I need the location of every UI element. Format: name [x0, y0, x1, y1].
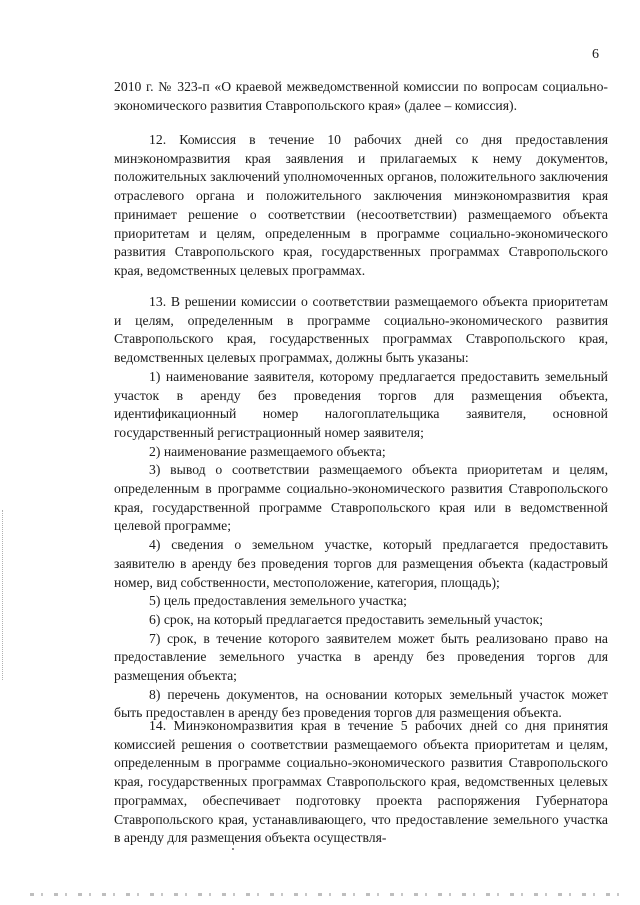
scan-dot-artifact	[232, 848, 234, 850]
scan-bottom-edge-artifact	[30, 893, 620, 896]
item-13-block	[114, 293, 608, 723]
item-13-point-6: 6) срок, на который предлагается предоставить земельный участок;	[149, 611, 544, 627]
item-12-block	[114, 131, 608, 281]
item-13-point-1: 1) наименование заявителя, которому предлагается предоставить земельный участок в аренду без проведения торгов для размещения объекта, идентификационный номер налогоплательщика заявителя, основной государственный регистрационный номер заявителя;	[114, 368, 608, 440]
intro-paragraph: 2010 г. № 323-п «О краевой межведомственной комиссии по вопросам социально-экономического развития Ставропольского края» (далее – комиссия).	[114, 79, 608, 113]
item-13-point-5: 5) цель предоставления земельного участка;	[149, 593, 407, 609]
item-13-lead: 13. В решении комиссии о соответствии размещаемого объекта приоритетам и целям, определенным в программе социально-экономического развития Ставропольского края, государственных программах Ставропольского края, ведомственных целевых программах, должны быть указаны:	[114, 294, 608, 366]
item-13-point-8: 8) перечень документов, на основании которых земельный участок может быть предоставлен в аренду без проведения торгов для размещения объекта.	[114, 686, 608, 721]
page-number: 6	[592, 47, 599, 62]
item-13-point-3: 3) вывод о соответствии размещаемого объекта приоритетам и целям, определенным в программе социально-экономического развития Ставропольского края, государственной программе Ставропольского края или в ведомственной целевой программе;	[114, 462, 608, 534]
item-13-point-4: 4) сведения о земельном участке, который предлагается предоставить заявителю в аренду без проведения торгов для размещения объекта (кадастровый номер, вид собственности, местоположение, категория, площадь);	[114, 537, 608, 590]
item-14-block	[114, 717, 608, 848]
scan-margin-artifact	[2, 510, 5, 680]
item-14-paragraph: 14. Минэкономразвития края в течение 5 рабочих дней со дня принятия комиссией решения о соответствии размещаемого объекта приоритетам и целям, определенным в программе социально-экономического развития Ставропольского края, государственных программах Ставропольского края, ведомственных целевых программах, обеспечивает подготовку проекта распоряжения Губернатора Ставропольского края, устанавливающего, что предоставление земельного участка в аренду для размещения объекта осуществля-	[114, 718, 608, 846]
item-13-point-7: 7) срок, в течение которого заявителем может быть реализовано право на предоставление земельного участка в аренду без проведения торгов для размещения объекта;	[114, 630, 608, 684]
item-13-point-2: 2) наименование размещаемого объекта;	[149, 443, 386, 459]
intro-paragraph-block	[114, 78, 608, 115]
item-12-paragraph: 12. Комиссия в течение 10 рабочих дней со дня предоставления минэкономразвития края заявления и прилагаемых к нему документов, положительных заключений уполномоченных органов, положительного заключения отраслевого органа и положительного заключения минэкономразвития края принимает решение о соответствии (несоответствии) размещаемого объекта приоритетам и целям, определенным в программе социально-экономического развития Ставропольского края, государственных программах Ставропольского края, ведомственных целевых программах.	[114, 132, 608, 278]
